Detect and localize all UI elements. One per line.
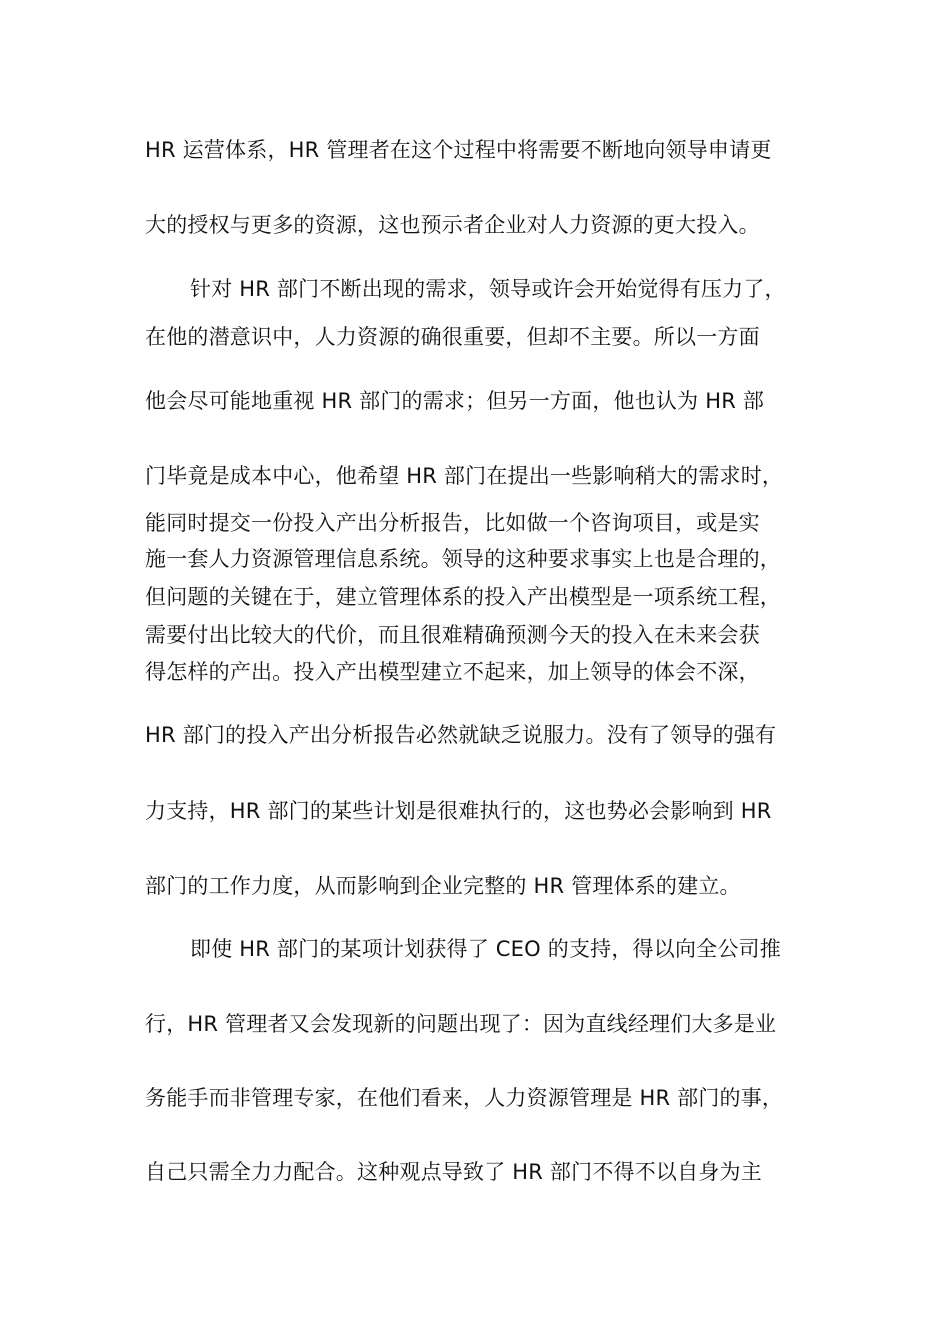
text-line: 部门的工作力度，从而影响到企业完整的 HR 管理体系的建立。: [145, 874, 741, 898]
text-line: 得怎样的产出。投入产出模型建立不起来，加上领导的体会不深，: [145, 660, 760, 684]
text-line: 但问题的关键在于，建立管理体系的投入产出模型是一项系统工程，: [145, 585, 781, 609]
text-line: 针对 HR 部门不断出现的需求，领导或许会开始觉得有压力了，: [190, 277, 786, 301]
text-line: 大的授权与更多的资源，这也预示者企业对人力资源的更大投入。: [145, 213, 760, 237]
text-line: 务能手而非管理专家，在他们看来，人力资源管理是 HR 部门的事，: [145, 1086, 784, 1110]
text-line: 门毕竟是成本中心，他希望 HR 部门在提出一些影响稍大的需求时，: [145, 464, 784, 488]
text-line: 他会尽可能地重视 HR 部门的需求；但另一方面，他也认为 HR 部: [145, 389, 765, 413]
text-line: HR 运营体系，HR 管理者在这个过程中将需要不断地向领导申请更: [145, 138, 772, 162]
text-line: 即使 HR 部门的某项计划获得了 CEO 的支持，得以向全公司推: [190, 937, 781, 961]
text-line: 行，HR 管理者又会发现新的问题出现了：因为直线经理们大多是业: [145, 1012, 777, 1036]
text-line: 力支持，HR 部门的某些计划是很难执行的，这也势必会影响到 HR: [145, 799, 772, 823]
text-line: 施一套人力资源管理信息系统。领导的这种要求事实上也是合理的，: [145, 547, 781, 571]
text-line: 能同时提交一份投入产出分析报告，比如做一个咨询项目，或是实: [145, 511, 760, 535]
text-line: HR 部门的投入产出分析报告必然就缺乏说服力。没有了领导的强有: [145, 723, 777, 747]
text-line: 需要付出比较大的代价，而且很难精确预测今天的投入在未来会获: [145, 623, 760, 647]
text-line: 自己只需全力力配合。这种观点导致了 HR 部门不得不以自身为主: [145, 1160, 762, 1184]
text-line: 在他的潜意识中，人力资源的确很重要，但却不主要。所以一方面: [145, 325, 760, 349]
